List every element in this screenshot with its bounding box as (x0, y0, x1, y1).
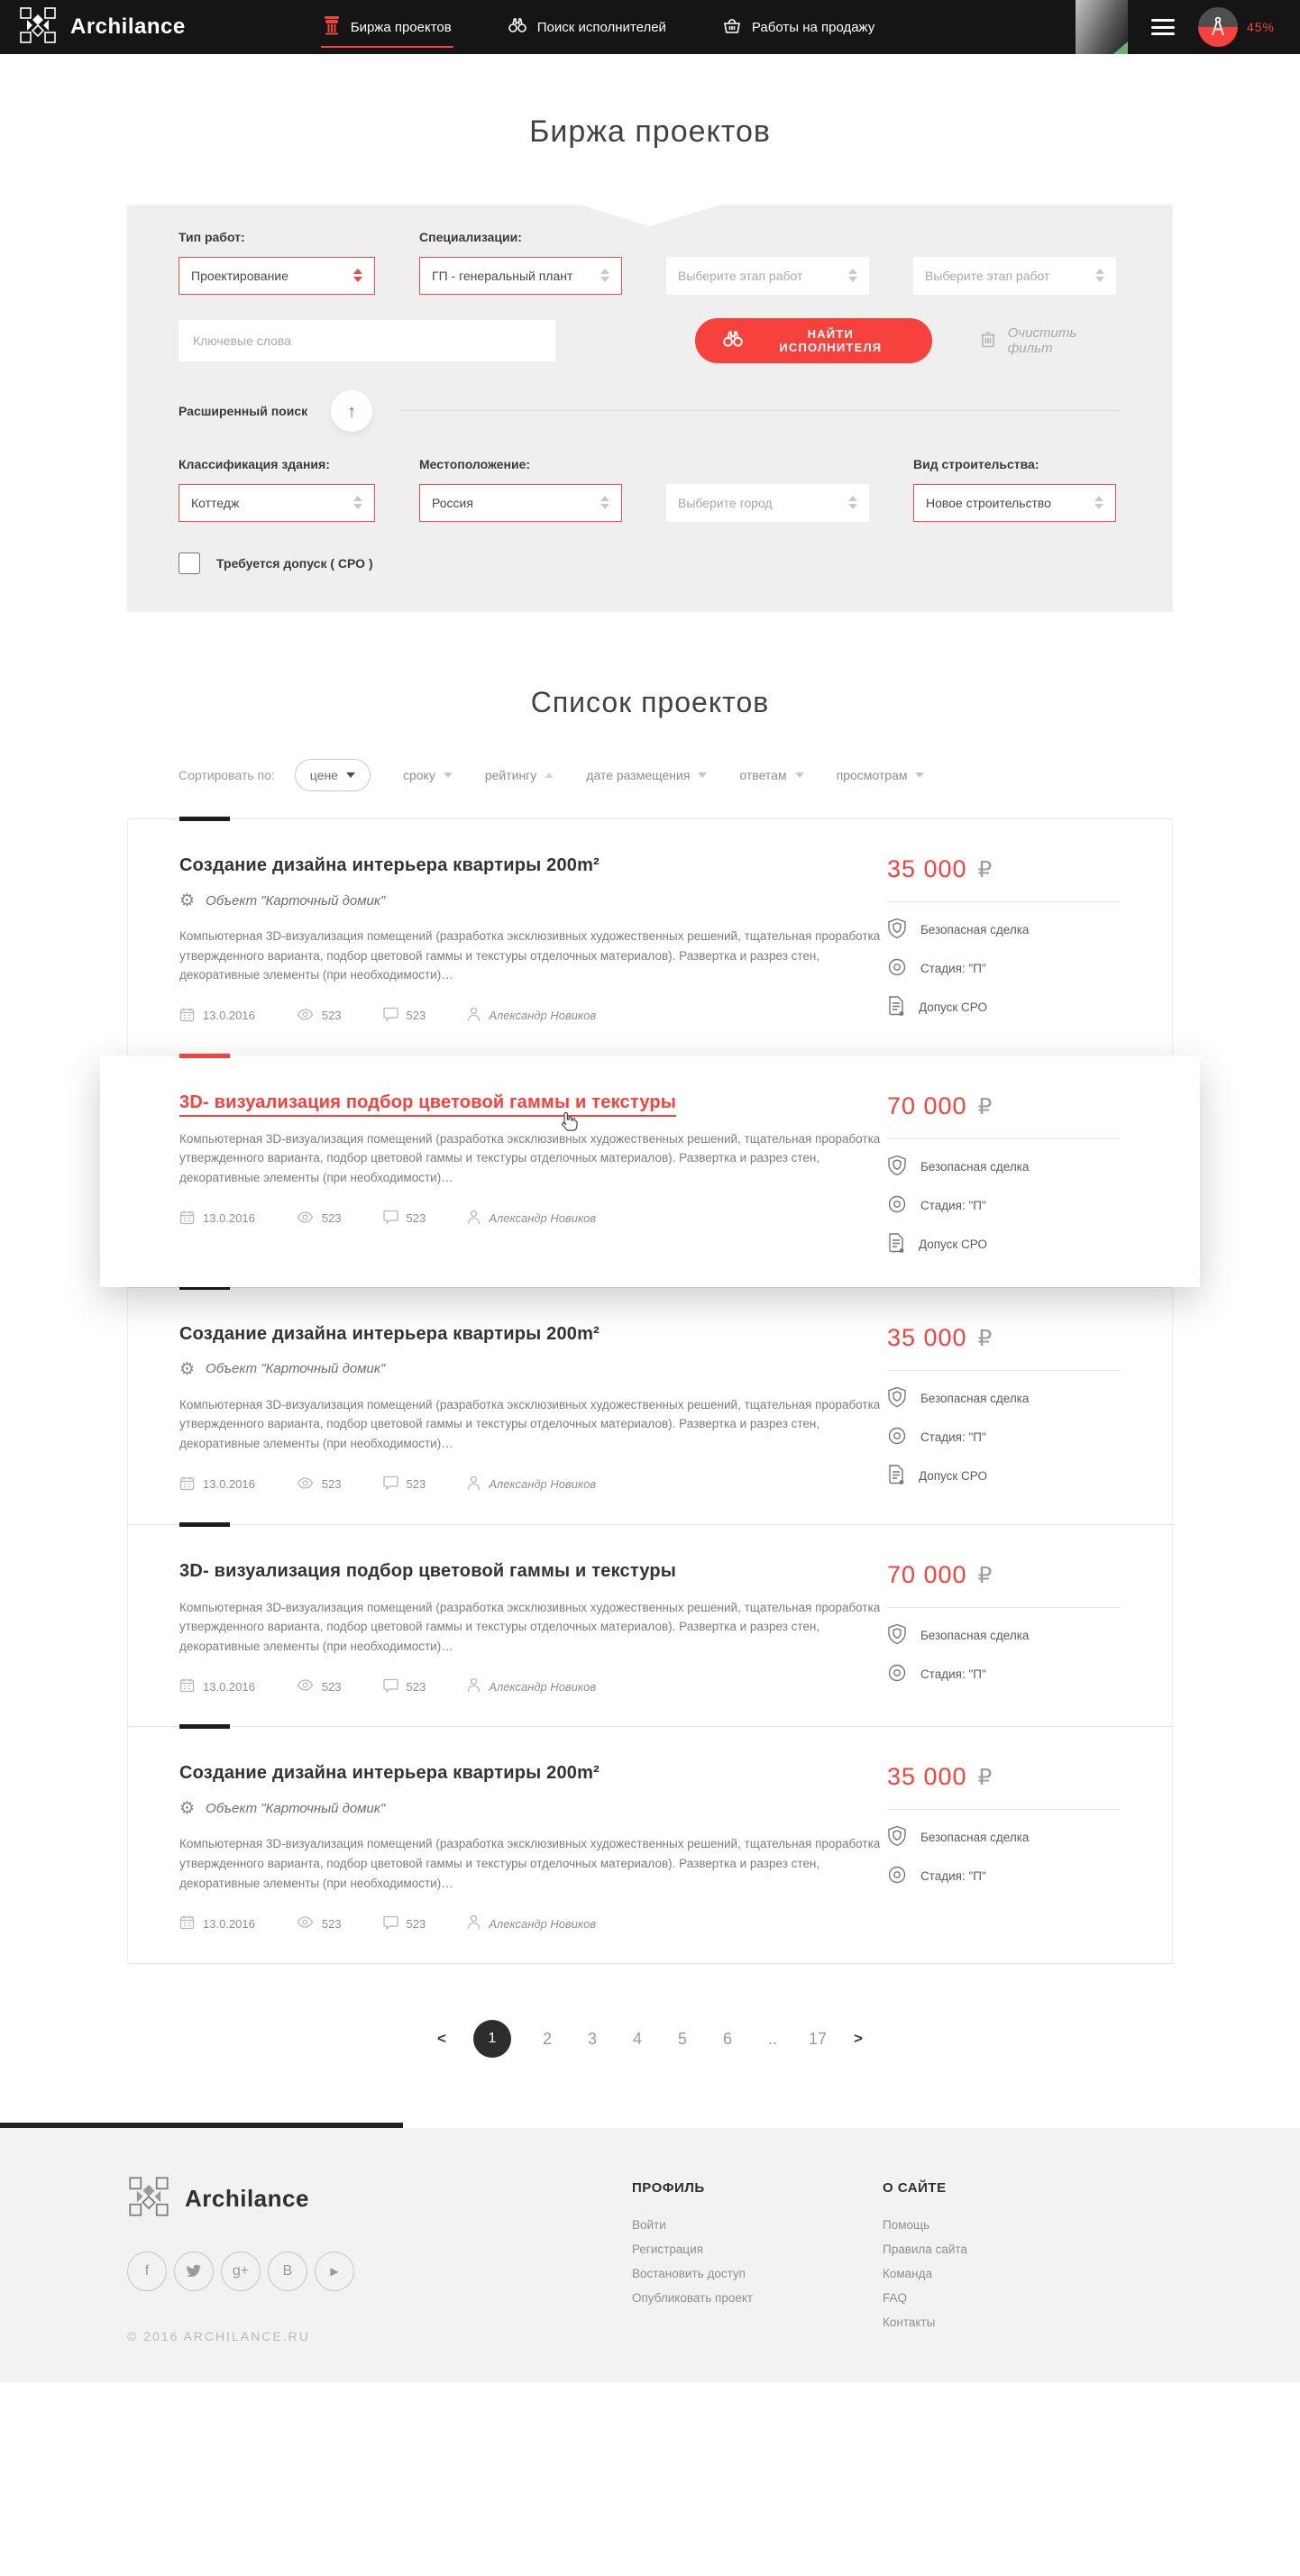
badge-label: Стадия: "П" (920, 962, 986, 976)
stage-badge (887, 1426, 1121, 1448)
profile-progress-value: 45% (1246, 20, 1275, 34)
classification-label: Классификация здания: (179, 456, 330, 471)
ruble-sign: ₽ (977, 1324, 993, 1351)
badge-label: Допуск СРО (918, 1000, 988, 1015)
sro-badge (887, 1232, 1121, 1256)
badge-label: Стадия: "П" (920, 1667, 986, 1681)
safe-deal-badge (887, 1825, 1121, 1850)
author-meta[interactable] (467, 1210, 596, 1228)
calendar-icon (179, 1677, 195, 1695)
project-views: 523 (321, 1211, 342, 1226)
project-views: 523 (321, 1679, 342, 1694)
project-description: Компьютерная 3D-визуализация помещений (разработка эксклюзивных художественных решений, тщательная проработка утвержденного варианта, подбор цветовой гаммы и текстуры отделочных материалов). Развертка и разрез стен, декоративные элементы (при необходимости)… (179, 1837, 881, 1890)
work-stage-select-1[interactable]: Выберите этап работ (666, 257, 869, 295)
project-description: Компьютерная 3D-визуализация помещений (разработка эксклюзивных художественных решений, тщательная проработка утвержденного варианта, подбор цветовой гаммы и текстуры отделочных материалов). Развертка и разрез стен, декоративные элементы (при необходимости)… (179, 1397, 881, 1451)
eye-icon (297, 1916, 314, 1931)
price-value: 70 000 (886, 1560, 967, 1588)
divider (887, 901, 1121, 902)
person-icon (467, 1210, 481, 1228)
divider (887, 1809, 1121, 1810)
specialization-select[interactable]: ГП - генеральный плант (419, 257, 622, 295)
badge-label: Допуск СРО (918, 1468, 988, 1483)
project-date: 13.0.2016 (203, 1477, 255, 1492)
shield-icon (887, 1386, 907, 1411)
project-card[interactable] (127, 1524, 1173, 1727)
divider (887, 1370, 1121, 1371)
pagination-page-17[interactable]: 17 (808, 2029, 828, 2048)
person-icon (467, 1475, 481, 1494)
main-nav (321, 0, 877, 54)
project-views: 523 (321, 1477, 342, 1492)
select-arrows-icon (1094, 496, 1103, 509)
brand-name: Archilance (70, 14, 186, 39)
project-title (179, 1092, 887, 1113)
project-author: Александр Новиков (489, 1477, 597, 1492)
eye-icon (297, 1009, 314, 1023)
binoculars-icon (722, 329, 744, 352)
comment-icon (383, 1678, 398, 1695)
trash-icon (979, 329, 997, 352)
project-title (179, 1763, 887, 1784)
project-object: Объект "Карточный домик" (206, 1800, 386, 1816)
footer-column-title: О САЙТЕ (883, 2180, 947, 2197)
pagination-page-3[interactable]: 3 (587, 2029, 597, 2048)
views-meta (297, 1211, 342, 1226)
hand-cursor-icon (556, 1110, 578, 1138)
calendar-icon (179, 1210, 195, 1228)
pagination-page-..[interactable]: .. (767, 2029, 777, 2048)
comment-icon (383, 1007, 398, 1024)
select-arrows-icon (353, 269, 362, 282)
stage-badge (887, 1663, 1121, 1685)
stage-icon (887, 957, 907, 980)
sro-doc-icon (887, 1232, 905, 1256)
eye-icon (297, 1211, 314, 1226)
pagination-page-6[interactable]: 6 (722, 2029, 732, 2048)
project-price (887, 1561, 1121, 1589)
project-card[interactable] (127, 1287, 1173, 1524)
hamburger-menu-icon[interactable] (1151, 19, 1175, 35)
pagination-page-4[interactable]: 4 (632, 2029, 642, 2048)
stage-icon (887, 1426, 907, 1448)
footer-link[interactable]: Регистрация (632, 2243, 703, 2257)
project-title (179, 855, 887, 876)
project-card-right (887, 1324, 1121, 1494)
project-card-right (887, 1763, 1121, 1932)
project-comments: 523 (406, 1477, 426, 1492)
gear-icon: ⚙ (179, 1358, 196, 1379)
ruble-sign: ₽ (977, 1092, 993, 1119)
project-comments: 523 (406, 1916, 426, 1931)
footer-link[interactable]: Команда (883, 2267, 933, 2281)
project-price (887, 1092, 1121, 1120)
arrow-up-icon: ↑ (347, 401, 357, 422)
badge-label: Безопасная сделка (920, 1391, 1030, 1405)
badge-label: Стадия: "П" (920, 1430, 986, 1444)
project-card-right (887, 1561, 1121, 1696)
footer-link[interactable]: Контакты (883, 2316, 936, 2330)
person-icon (467, 1914, 481, 1932)
safe-deal-badge (887, 1155, 1121, 1179)
footer-column-title: ПРОФИЛЬ (632, 2180, 705, 2197)
project-views: 523 (321, 1009, 342, 1023)
sort-option-views[interactable]: просмотрам (837, 768, 925, 782)
pagination-page-5[interactable]: 5 (677, 2029, 687, 2048)
divider (887, 1607, 1121, 1608)
project-card-right (887, 855, 1121, 1025)
footer-logo[interactable] (127, 2175, 632, 2223)
app-header (0, 0, 1300, 54)
project-title-link[interactable]: Создание дизайна интерьера квартиры 200m² (179, 1323, 600, 1344)
project-price (887, 1763, 1121, 1791)
date-meta (179, 1475, 255, 1494)
filter-panel (127, 205, 1173, 612)
basket-icon (722, 16, 742, 38)
logo[interactable] (18, 5, 186, 50)
archilance-logo-icon (127, 2175, 170, 2223)
footer-link[interactable]: Правила сайта (883, 2243, 967, 2257)
sort-bar (127, 759, 1173, 791)
author-meta[interactable] (467, 1475, 596, 1494)
project-date: 13.0.2016 (203, 1211, 255, 1226)
project-title-link[interactable]: 3D- визуализация подбор цветовой гаммы и текстуры (179, 1092, 676, 1117)
stage-badge (887, 957, 1121, 980)
project-card[interactable] (100, 1055, 1200, 1287)
price-value: 70 000 (886, 1092, 967, 1119)
user-avatar[interactable] (1076, 0, 1128, 54)
safe-deal-badge (887, 1386, 1121, 1411)
date-meta (179, 1007, 255, 1025)
work-type-select[interactable]: Проектирование (179, 257, 375, 295)
comments-meta (383, 1915, 426, 1932)
project-date: 13.0.2016 (203, 1916, 255, 1931)
date-meta (179, 1210, 255, 1228)
footer-link[interactable]: Опубликовать проект (632, 2291, 754, 2306)
country-select[interactable]: Россия (419, 484, 622, 522)
sort-option-term[interactable]: сроку (403, 768, 453, 782)
select-arrows-icon (1095, 269, 1104, 282)
date-meta (179, 1677, 255, 1695)
compass-badge-icon (1198, 7, 1238, 47)
profile-progress[interactable] (1198, 7, 1275, 47)
archilance-logo-icon (18, 5, 58, 50)
footer-link[interactable]: Востановить доступ (632, 2267, 746, 2281)
footer-column-about (883, 2175, 1133, 2343)
badge-label: Допуск СРО (918, 1237, 988, 1251)
comments-meta (383, 1475, 426, 1493)
type-label: Тип работ: (179, 229, 245, 244)
header-right (1076, 0, 1300, 54)
author-meta[interactable] (467, 1007, 596, 1025)
stage-icon (887, 1865, 907, 1887)
footer-link[interactable]: Войти (632, 2218, 666, 2233)
shield-icon (887, 1155, 907, 1179)
google-plus-icon[interactable]: g+ (221, 2252, 261, 2291)
sro-badge (887, 1464, 1121, 1488)
badge-label: Стадия: "П" (920, 1869, 986, 1884)
views-meta (297, 1477, 342, 1492)
sort-option-date[interactable]: дате размещения (586, 768, 707, 782)
sro-checkbox-label: Требуется допуск ( СРО ) (216, 555, 373, 571)
pagination-next[interactable]: > (854, 2030, 863, 2048)
stage-badge (887, 1865, 1121, 1887)
divider (887, 1138, 1121, 1139)
pagination-page-2[interactable]: 2 (542, 2029, 552, 2048)
select-arrows-icon (353, 496, 362, 509)
safe-deal-badge (887, 1623, 1121, 1648)
project-object-row (179, 1359, 887, 1379)
advanced-search-label: Расширенный поиск (179, 403, 308, 418)
project-title-link[interactable]: 3D- визуализация подбор цветовой гаммы и текстуры (179, 1560, 677, 1581)
author-meta[interactable] (467, 1677, 596, 1695)
badge-label: Безопасная сделка (920, 1628, 1030, 1642)
gear-icon: ⚙ (179, 891, 196, 911)
shield-icon (887, 918, 907, 942)
footer-link[interactable]: FAQ (883, 2291, 908, 2306)
project-date: 13.0.2016 (203, 1009, 255, 1023)
nav-label: Поиск исполнителей (536, 19, 666, 35)
nav-item-find-executors[interactable] (506, 0, 668, 54)
construction-type-select[interactable]: Новое строительство (913, 484, 1116, 522)
spec-label: Специализации: (419, 229, 522, 244)
twitter-icon[interactable] (174, 2252, 214, 2291)
project-title (179, 1324, 887, 1345)
footer (0, 2128, 1300, 2383)
project-card-right (887, 1092, 1121, 1256)
project-card[interactable] (127, 1726, 1173, 1964)
project-object-row (179, 1798, 887, 1818)
project-price (887, 855, 1121, 883)
select-arrows-icon (600, 269, 609, 282)
project-description: Компьютерная 3D-визуализация помещений (разработка эксклюзивных художественных решений, тщательная проработка утвержденного варианта, подбор цветовой гаммы и текстуры отделочных материалов). Развертка и разрез стен, декоративные элементы (при необходимости)… (179, 1600, 881, 1653)
views-meta (297, 1009, 342, 1023)
nav-label: Работы на продажу (751, 19, 875, 35)
sro-doc-icon (887, 995, 905, 1019)
sro-doc-icon (887, 1464, 905, 1488)
nav-item-works-for-sale[interactable] (720, 0, 876, 54)
date-meta (179, 1914, 255, 1932)
badge-label: Безопасная сделка (920, 923, 1030, 937)
project-description: Компьютерная 3D-визуализация помещений (разработка эксклюзивных художественных решений, тщательная проработка утвержденного варианта, подбор цветовой гаммы и текстуры отделочных материалов). Развертка и разрез стен, декоративные элементы (при необходимости)… (179, 1131, 881, 1185)
project-card[interactable] (127, 818, 1173, 1055)
project-author: Александр Новиков (489, 1916, 597, 1931)
eye-icon (297, 1477, 314, 1492)
vk-icon[interactable]: B (268, 2252, 307, 2291)
stage-icon (887, 1194, 907, 1217)
project-meta (179, 1677, 887, 1695)
stage-icon (887, 1663, 907, 1685)
comments-meta (383, 1210, 426, 1227)
project-comments: 523 (406, 1009, 426, 1023)
project-meta (179, 1210, 887, 1228)
city-select[interactable]: Выберите город (666, 484, 869, 522)
project-list-title: Список проектов (530, 686, 770, 719)
sro-badge (887, 995, 1121, 1019)
collapse-advanced-button[interactable] (331, 390, 372, 432)
calendar-icon (179, 1475, 195, 1494)
sort-option-rating[interactable]: рейтингу (485, 768, 554, 782)
project-title-link[interactable]: Создание дизайна интерьера квартиры 200m² (179, 1763, 600, 1784)
project-date: 13.0.2016 (203, 1679, 255, 1694)
select-arrows-icon (848, 269, 857, 282)
pagination-prev[interactable]: < (437, 2030, 446, 2048)
project-price (887, 1324, 1121, 1352)
keywords-input[interactable] (179, 320, 555, 361)
comment-icon (383, 1915, 398, 1932)
find-executor-button[interactable]: НАЙТИ ИСПОЛНИТЕЛЯ (695, 318, 932, 363)
calendar-icon (179, 1007, 195, 1025)
social-links (127, 2252, 632, 2291)
select-arrows-icon (600, 496, 609, 509)
price-value: 35 000 (886, 855, 967, 883)
safe-deal-badge (887, 918, 1121, 942)
project-author: Александр Новиков (489, 1009, 597, 1023)
nav-item-projects-exchange[interactable] (321, 0, 453, 54)
eye-icon (297, 1679, 314, 1694)
person-icon (467, 1007, 481, 1025)
construction-label: Вид строительства: (913, 456, 1039, 471)
views-meta (297, 1679, 342, 1694)
youtube-icon[interactable]: ▶ (315, 2252, 354, 2291)
ruble-sign: ₽ (977, 856, 993, 883)
sort-option-answers[interactable]: ответам (739, 768, 803, 782)
select-arrows-icon (848, 496, 857, 509)
ruble-sign: ₽ (977, 1764, 993, 1791)
ruble-sign: ₽ (977, 1561, 993, 1588)
column-icon (323, 15, 341, 39)
project-meta (179, 1475, 887, 1494)
calendar-icon (179, 1914, 195, 1932)
building-classification-select[interactable]: Коттедж (179, 484, 375, 522)
divider (399, 410, 1121, 411)
location-label: Местоположение: (419, 456, 531, 471)
project-object: Объект "Карточный домик" (206, 892, 386, 909)
author-meta[interactable] (467, 1914, 596, 1932)
project-author: Александр Новиков (489, 1211, 597, 1226)
facebook-icon[interactable]: f (127, 2252, 167, 2291)
stage-badge (887, 1194, 1121, 1217)
project-title (179, 1561, 887, 1582)
sort-by-label: Сортировать по: (179, 768, 275, 783)
sort-option-price[interactable]: цене (295, 759, 371, 791)
clear-filter-button[interactable]: Очистить фильт (979, 325, 1121, 356)
gear-icon: ⚙ (179, 1798, 196, 1819)
project-list (127, 818, 1173, 1964)
project-object: Объект "Карточный домик" (206, 1361, 386, 1377)
footer-column-profile (632, 2175, 883, 2343)
project-title-link[interactable]: Создание дизайна интерьера квартиры 200m² (179, 855, 600, 876)
project-author: Александр Новиков (489, 1679, 597, 1694)
copyright: © 2016 ARCHILANCE.RU (127, 2329, 310, 2344)
project-comments: 523 (406, 1679, 426, 1694)
page-title: Биржа проектов (529, 114, 771, 149)
pagination-page-1[interactable]: 1 (473, 2020, 511, 2058)
project-description: Компьютерная 3D-визуализация помещений (разработка эксклюзивных художественных решений, тщательная проработка утвержденного варианта, подбор цветовой гаммы и текстуры отделочных материалов). Развертка и разрез стен, декоративные элементы (при необходимости)… (179, 929, 881, 982)
project-meta (179, 1914, 887, 1932)
comments-meta (383, 1007, 426, 1024)
project-views: 523 (321, 1916, 342, 1931)
badge-label: Безопасная сделка (920, 1159, 1030, 1174)
filter-section (127, 205, 1173, 612)
binoculars-icon (508, 16, 527, 38)
pagination (127, 2020, 1173, 2058)
project-meta (179, 1007, 887, 1025)
footer-link[interactable]: Помощь (883, 2218, 930, 2233)
price-value: 35 000 (886, 1763, 967, 1791)
badge-label: Стадия: "П" (920, 1198, 986, 1212)
comment-icon (383, 1210, 398, 1227)
comment-icon (383, 1475, 398, 1493)
project-comments: 523 (406, 1211, 426, 1226)
project-object-row (179, 891, 887, 910)
footer-brand-name: Archilance (185, 2185, 309, 2213)
comments-meta (383, 1678, 426, 1695)
sro-required-checkbox[interactable] (179, 553, 200, 574)
shield-icon (887, 1623, 907, 1648)
shield-icon (887, 1825, 907, 1850)
badge-label: Безопасная сделка (920, 1831, 1030, 1845)
person-icon (467, 1677, 481, 1695)
price-value: 35 000 (886, 1323, 967, 1351)
views-meta (297, 1916, 342, 1931)
nav-label: Биржа проектов (350, 19, 452, 35)
panel-notch (580, 205, 720, 226)
work-stage-select-2[interactable]: Выберите этап работ (913, 257, 1116, 295)
